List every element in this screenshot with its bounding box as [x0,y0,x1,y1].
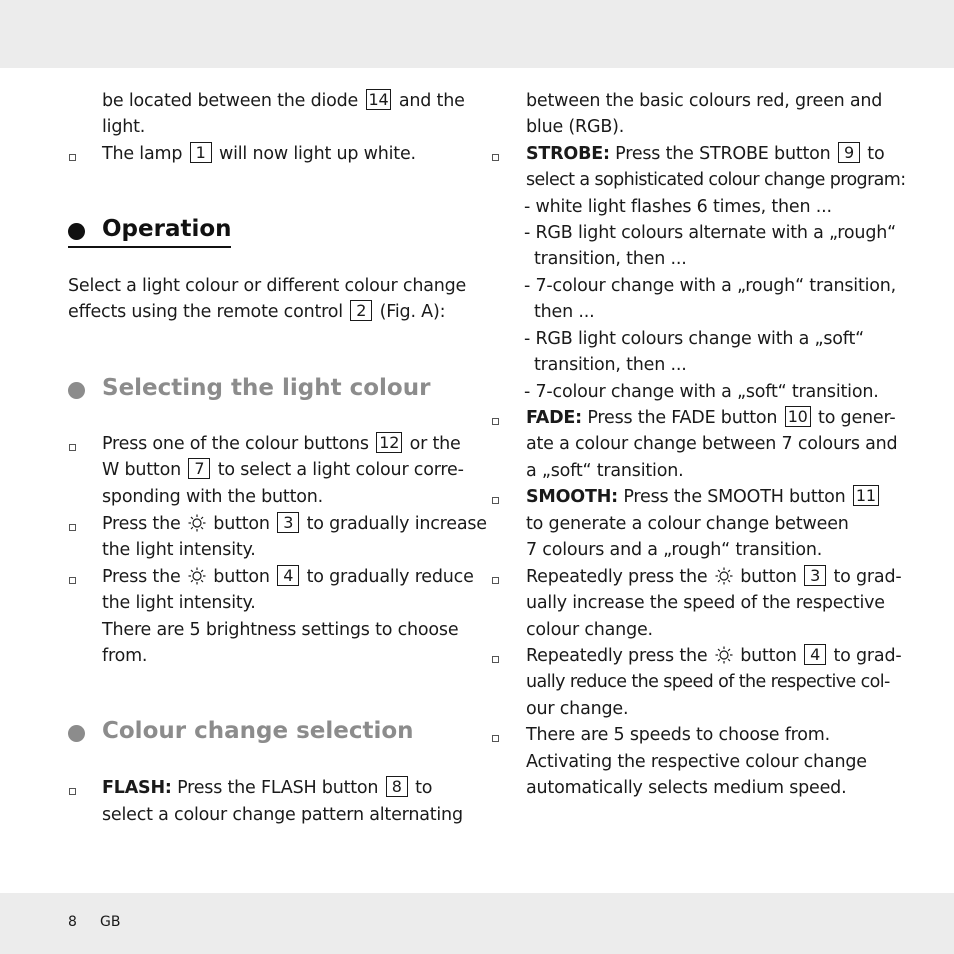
text: to gradually increase [306,514,487,534]
sun-icon [715,567,733,585]
text-line [68,299,445,325]
text-line: the light intensity. [102,593,256,613]
label-strobe: STROBE: [526,144,610,164]
square-bullet-icon [69,154,76,161]
text-line: to generate a colour change between [526,514,849,534]
text: W button [102,460,181,480]
text: to gener- [818,408,896,428]
square-bullet-icon [492,418,499,425]
ref-box: 9 [838,142,860,163]
text-line: select a colour change pattern alternating [102,805,463,825]
ref-box: 3 [277,512,299,533]
ref-box: 4 [277,565,299,586]
text: Press the STROBE button [615,144,831,164]
list-item [526,484,881,510]
list-item: There are 5 speeds to choose from. [526,725,830,745]
ref-box: 12 [376,432,402,453]
label-fade: FADE: [526,408,582,428]
text-line: the light intensity. [102,540,256,560]
text-line: select a sophisticated colour change program: [526,170,906,190]
list-item [526,643,901,669]
heading-colour-change-selection: Colour change selection [102,718,414,744]
text: to grad- [833,646,902,666]
square-bullet-icon [492,577,499,584]
text: will now light up white. [219,144,416,164]
list-item [526,405,896,431]
text-line: blue (RGB). [526,117,625,137]
sun-icon [188,514,206,532]
square-bullet-icon [492,735,499,742]
text-line [102,88,465,114]
text-line: our change. [526,699,629,719]
text: and the [398,91,465,111]
text: to select a light colour corre- [217,460,464,480]
dash-item: - RGB light colours change with a „soft“ [524,329,864,349]
text: Press the [102,514,181,534]
square-bullet-icon [492,497,499,504]
text-line: ate a colour change between 7 colours and [526,434,898,454]
dash-item: - RGB light colours alternate with a „rough“ [524,223,896,243]
square-bullet-icon [69,524,76,531]
ref-box: 7 [188,458,210,479]
square-bullet-icon [492,154,499,161]
text-line: colour change. [526,620,653,640]
text-line: between the basic colours red, green and [526,91,883,111]
text: Repeatedly press the [526,567,708,587]
heading-operation: Operation [102,216,232,242]
text-line: transition, then ... [534,249,687,269]
text: button [213,567,270,587]
ref-box: 1 [190,142,212,163]
language-code: GB [100,914,121,930]
sun-icon [188,567,206,585]
text-line: ually increase the speed of the respective [526,593,885,613]
ref-box: 14 [366,89,392,110]
text: effects using the remote control [68,302,343,322]
text: Press one of the colour buttons [102,434,369,454]
heading-bullet-icon [68,382,85,399]
text: to gradually reduce [306,567,474,587]
text-line: automatically selects medium speed. [526,778,847,798]
text-line: There are 5 brightness settings to choose [102,620,459,640]
text: button [213,514,270,534]
list-item [102,141,416,167]
text: to [867,144,885,164]
text: Press the [102,567,181,587]
text-line [102,457,464,483]
heading-bullet-icon [68,725,85,742]
text-line: light. [102,117,146,137]
list-item [102,431,461,457]
heading-selecting-light-colour: Selecting the light colour [102,375,431,401]
text-line: a „soft“ transition. [526,461,684,481]
dash-item: - white light flashes 6 times, then ... [524,197,832,217]
page-number: 8 [68,914,77,930]
text-line: 7 colours and a „rough“ transition. [526,540,823,560]
text: Press the FLASH button [177,778,379,798]
dash-item: - 7-colour change with a „soft“ transition. [524,382,879,402]
heading-bullet-icon [68,223,85,240]
text: Press the FADE button [587,408,778,428]
label-smooth: SMOOTH: [526,487,618,507]
text-line: then ... [534,302,595,322]
text-line: ually reduce the speed of the respective col- [526,672,890,692]
text: (Fig. A): [379,302,446,322]
text: be located between the diode [102,91,359,111]
ref-box: 11 [853,485,879,506]
text: button [740,567,797,587]
text-line: sponding with the button. [102,487,324,507]
text: button [740,646,797,666]
square-bullet-icon [69,444,76,451]
ref-box: 8 [386,776,408,797]
square-bullet-icon [492,656,499,663]
top-band [0,0,954,68]
list-item [526,564,901,590]
text-line: transition, then ... [534,355,687,375]
ref-box: 2 [350,300,372,321]
text: or the [409,434,461,454]
square-bullet-icon [69,788,76,795]
sun-icon [715,646,733,664]
text: Press the SMOOTH button [623,487,846,507]
heading-underline [68,246,231,248]
text-line: Select a light colour or different colour change [68,276,467,296]
text: The lamp [102,144,183,164]
text-line: Activating the respective colour change [526,752,867,772]
list-item [102,564,474,590]
square-bullet-icon [69,577,76,584]
label-flash: FLASH: [102,778,172,798]
ref-box: 3 [804,565,826,586]
text: to grad- [833,567,902,587]
dash-item: - 7-colour change with a „rough“ transition, [524,276,897,296]
footer-band [0,893,954,954]
list-item [526,141,884,167]
text: to [415,778,433,798]
text: Repeatedly press the [526,646,708,666]
list-item [102,511,487,537]
ref-box: 10 [785,406,811,427]
list-item [102,775,432,801]
ref-box: 4 [804,644,826,665]
text-line: from. [102,646,148,666]
